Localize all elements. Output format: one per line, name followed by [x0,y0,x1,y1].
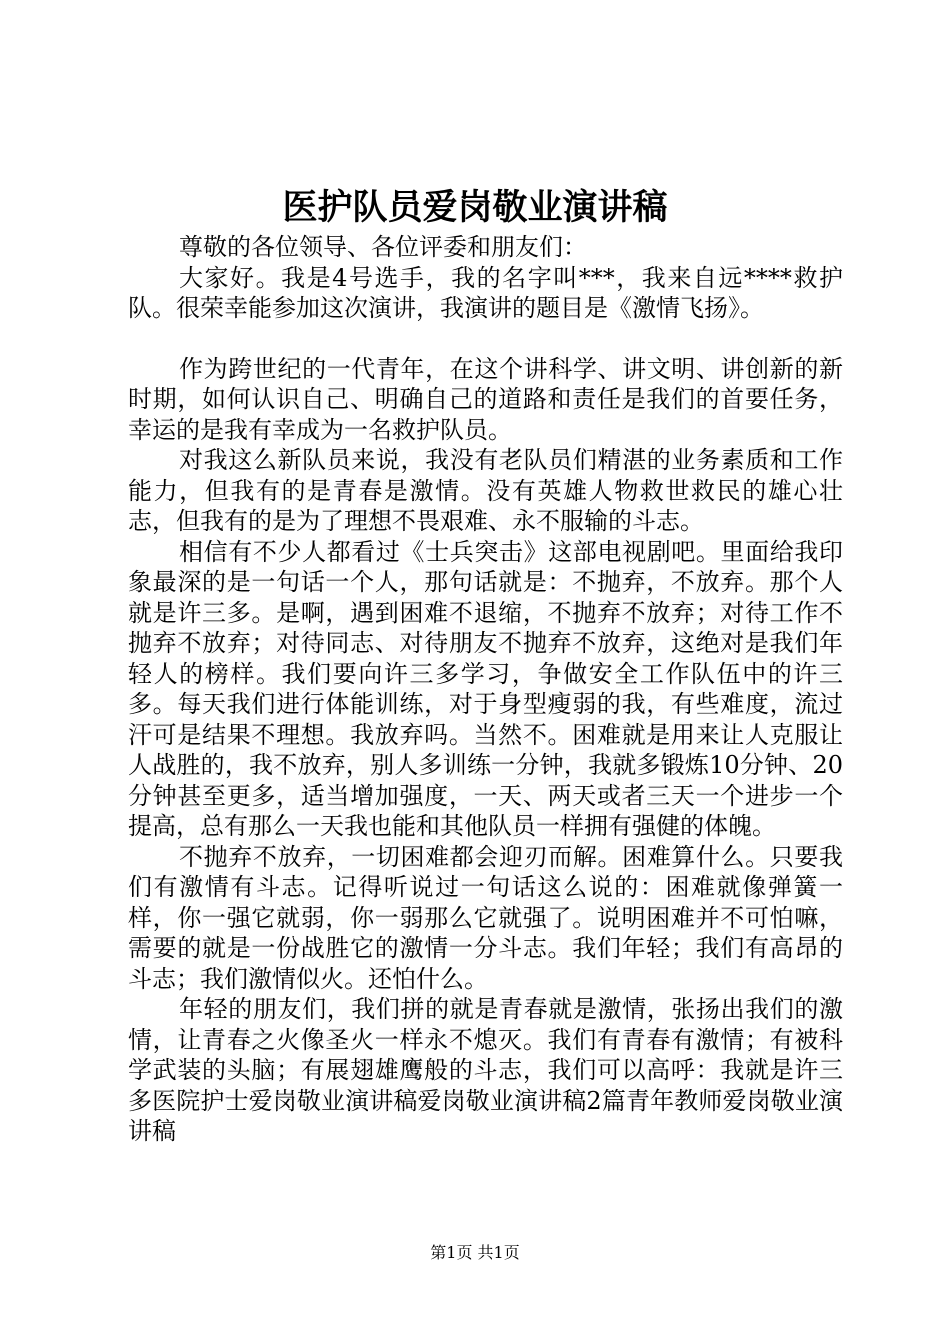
paragraph-body: 不抛弃不放弃，一切困难都会迎刃而解。困难算什么。只要我们有激情有斗志。记得听说过一句话这么说的：困难就像弹簧一样，你一强它就弱，你一弱那么它就强了。说明困难并不可怕嘛，需要的就是一份战胜它的激情一分斗志。我们年轻；我们有高昂的斗志；我们激情似火。还怕什么。 [128,842,843,993]
paragraph-body: 相信有不少人都看过《士兵突击》这部电视剧吧。里面给我印象最深的是一句话一个人，那句话就是：不抛弃，不放弃。那个人就是许三多。是啊，遇到困难不退缩，不抛弃不放弃；对待工作不抛弃不放弃；对待同志、对待朋友不抛弃不放弃，这绝对是我们年轻人的榜样。我们要向许三多学习，争做安全工作队伍中的许三多。每天我们进行体能训练，对于身型瘦弱的我，有些难度，流过汗可是结果不理想。我放弃吗。当然不。困难就是用来让人克服让人战胜的，我不放弃，别人多训练一分钟，我就多锻炼10分钟、20分钟甚至更多，适当增加强度，一天、两天或者三天一个进步一个提高，总有那么一天我也能和其他队员一样拥有强健的体魄。 [128,537,843,840]
page-number-footer: 第1页 共1页 [430,1243,520,1262]
paragraph-salutation: 尊敬的各位领导、各位评委和朋友们： [179,233,587,261]
document-body [128,232,843,1147]
document-title: 医护队员爱岗敬业演讲稿 [282,187,668,228]
paragraph-body: 作为跨世纪的一代青年，在这个讲科学、讲文明、讲创新的新时期，如何认识自己、明确自己的道路和责任是我们的首要任务，幸运的是我有幸成为一名救护队员。 [128,354,843,444]
paragraph-introduction: 大家好。我是4号选手，我的名字叫***，我来自远****救护队。很荣幸能参加这次演讲，我演讲的题目是《激情飞扬》。 [128,263,843,322]
paragraph-closing: 年轻的朋友们，我们拼的就是青春就是激情，张扬出我们的激情，让青春之火像圣火一样永不熄灭。我们有青春有激情；有被科学武装的头脑；有展翅雄鹰般的斗志，我们可以高呼：我就是许三多医院护士爱岗敬业演讲稿爱岗敬业演讲稿2篇青年教师爱岗敬业演讲稿 [128,995,843,1145]
paragraph-body: 对我这么新队员来说，我没有老队员们精湛的业务素质和工作能力，但我有的是青春是激情。没有英雄人物救世救民的雄心壮志，但我有的是为了理想不畏艰难、永不服输的斗志。 [128,446,843,535]
